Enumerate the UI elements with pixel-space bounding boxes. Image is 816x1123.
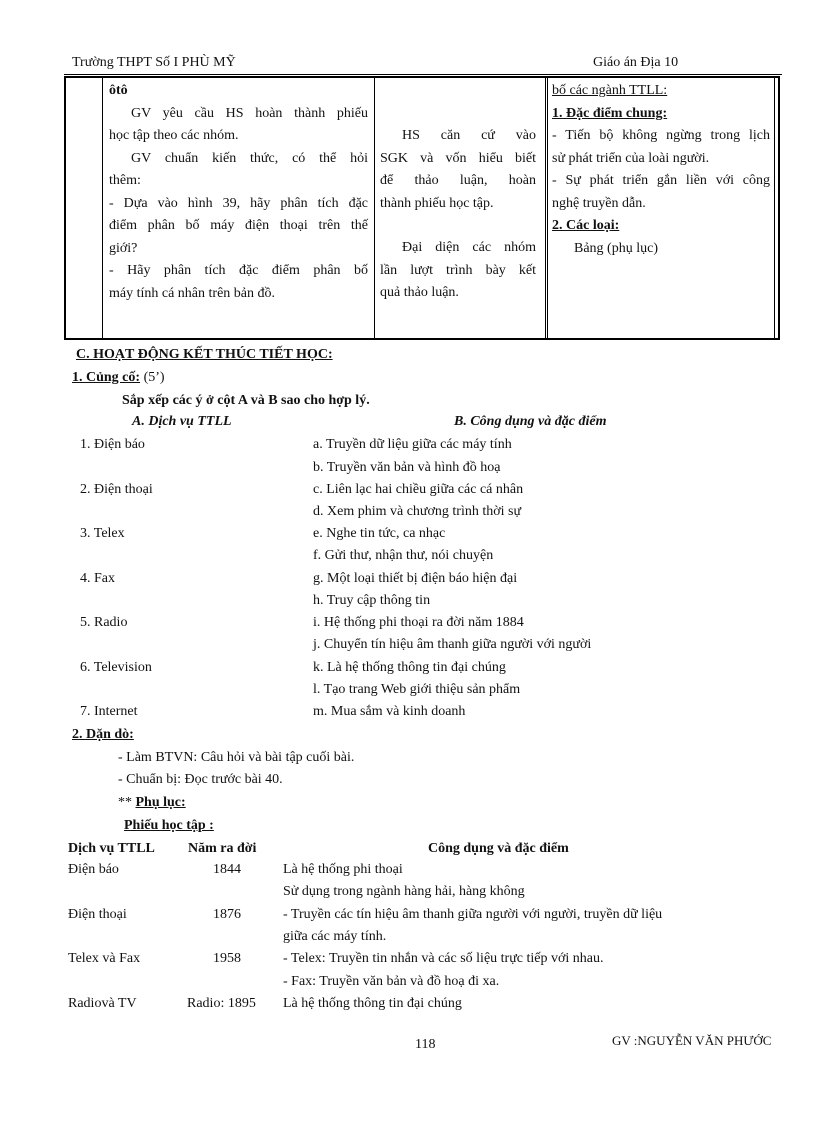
phieu-header-desc: Công dụng và đặc điểm — [428, 841, 569, 856]
header-rule — [64, 74, 782, 75]
phieu-service: Điện thoại — [68, 907, 127, 922]
phieu-service: Radiovà TV — [68, 996, 137, 1011]
student-line: để thảo luận, hoàn — [380, 173, 536, 188]
column-a-item: 5. Radio — [80, 615, 128, 630]
column-b-item: e. Nghe tin tức, ca nhạc — [313, 526, 446, 541]
teacher-line: GV chuẩn kiến thức, có thể hỏi — [131, 150, 368, 166]
exercise-instruction: Sắp xếp các ý ở cột A và B sao cho hợp lý. — [122, 393, 370, 408]
student-line: Đại diện các nhóm — [402, 240, 536, 255]
content-line: Bảng (phụ lục) — [574, 240, 658, 256]
column-b-item: b. Truyền văn bản và hình đồ hoạ — [313, 460, 501, 475]
cungco-label: 1. Củng cố: — [72, 370, 141, 385]
content-line: nghệ truyền dẫn. — [552, 195, 646, 211]
phieu-desc: - Fax: Truyền văn bản và đồ hoạ đi xa. — [283, 974, 500, 989]
dando-item: - Chuẩn bị: Đọc trước bài 40. — [118, 772, 283, 787]
phieu-year: 1844 — [213, 862, 241, 877]
column-b-item: c. Liên lạc hai chiều giữa các cá nhân — [313, 482, 524, 497]
column-b-item: h. Truy cập thông tin — [313, 593, 431, 608]
content-line: - Sự phát triển gắn liền với công — [552, 173, 770, 188]
student-line: HS căn cứ vào — [402, 128, 536, 143]
teacher-line: học tập theo các nhóm. — [109, 128, 239, 143]
student-line: quả thảo luận. — [380, 285, 459, 300]
phieu-title: Phiếu học tập : — [124, 818, 214, 833]
phieu-desc: - Truyền các tín hiệu âm thanh giữa người với người, truyền dữ liệu — [283, 907, 663, 922]
phieu-desc: giữa các máy tính. — [283, 929, 387, 944]
student-line: lần lượt trình bày kết — [380, 262, 536, 278]
header-school: Trường THPT Số I PHÙ MỸ — [72, 55, 236, 70]
table-divider — [774, 78, 775, 338]
teacher-line: - Hãy phân tích đặc điểm phân bố — [109, 263, 368, 278]
content-line: - Tiến bộ không ngừng trong lịch — [552, 128, 770, 143]
table-divider — [374, 78, 375, 338]
column-b-item: i. Hệ thống phi thoại ra đời năm 1884 — [313, 615, 524, 630]
section-c-title: C. HOẠT ĐỘNG KẾT THÚC TIẾT HỌC: — [76, 347, 333, 362]
column-b-item: g. Một loại thiết bị điện báo hiện đại — [313, 571, 518, 586]
phieu-desc: Là hệ thống phi thoại — [283, 862, 403, 877]
phieu-desc: Là hệ thống thông tin đại chúng — [283, 996, 462, 1011]
phieu-header-year: Năm ra đời — [188, 841, 257, 856]
column-b-item: j. Chuyển tín hiệu âm thanh giữa người với người — [313, 637, 592, 652]
lesson-table — [64, 76, 780, 340]
column-b-header: B. Công dụng và đặc điểm — [454, 414, 607, 429]
table-divider — [545, 78, 546, 338]
content-heading — [552, 215, 770, 238]
phieu-desc: Sử dụng trong ngành hàng hải, hàng không — [283, 884, 525, 899]
phuluc-prefix: ** — [118, 795, 136, 810]
cungco-line — [72, 370, 165, 386]
column-a-item: 6. Television — [80, 660, 152, 675]
teacher-fragment: ôtô — [109, 83, 128, 98]
phieu-service: Điện báo — [68, 862, 119, 877]
heading-text: 2. Các loại: — [552, 218, 620, 233]
content-line: sử phát triển của loài người. — [552, 150, 710, 166]
cungco-time: (5’) — [140, 370, 165, 385]
phuluc-line — [118, 795, 186, 811]
column-b-item: k. Là hệ thống thông tin đại chúng — [313, 660, 506, 675]
phuluc-label: Phụ lục: — [135, 795, 186, 810]
column-a-item: 3. Telex — [80, 526, 125, 541]
phieu-year: Radio: 1895 — [187, 996, 256, 1011]
content-heading — [552, 103, 770, 126]
phieu-year: 1958 — [213, 951, 241, 966]
page-number: 118 — [415, 1037, 436, 1052]
column-b-item: l. Tạo trang Web giới thiệu sản phẩm — [313, 682, 521, 697]
header-subject: Giáo án Địa 10 — [593, 55, 679, 70]
phieu-year: 1876 — [213, 907, 241, 922]
column-b-item: a. Truyền dữ liệu giữa các máy tính — [313, 437, 512, 452]
column-a-item: 2. Điện thoại — [80, 482, 153, 497]
teacher-line: GV yêu cầu HS hoàn thành phiếu — [131, 105, 368, 121]
teacher-activity-cell — [109, 80, 368, 305]
column-a-item: 7. Internet — [80, 704, 138, 719]
column-a-item: 1. Điện báo — [80, 437, 145, 452]
content-title: bố các ngành TTLL: — [552, 83, 668, 98]
column-b-item: f. Gửi thư, nhận thư, nói chuyện — [313, 548, 494, 563]
footer-author: GV :NGUYỄN VĂN PHƯỚC — [612, 1033, 772, 1048]
student-activity-cell — [380, 125, 536, 305]
content-cell — [552, 80, 770, 260]
table-divider — [547, 78, 548, 338]
teacher-line: thêm: — [109, 173, 141, 188]
column-b-item: d. Xem phim và chương trình thời sự — [313, 504, 522, 519]
column-a-header: A. Dịch vụ TTLL — [132, 414, 232, 429]
student-line: thành phiếu học tập. — [380, 195, 494, 211]
phieu-service: Telex và Fax — [68, 951, 141, 966]
teacher-line: - Dựa vào hình 39, hãy phân tích đặc — [109, 195, 368, 211]
dando-item: - Làm BTVN: Câu hỏi và bài tập cuối bài. — [118, 750, 355, 765]
column-a-item: 4. Fax — [80, 571, 115, 586]
student-line: SGK và vốn hiểu biết — [380, 150, 536, 166]
phieu-header-service: Dịch vụ TTLL — [68, 841, 155, 856]
phieu-desc: - Telex: Truyền tin nhắn và các số liệu trực tiếp với nhau. — [283, 951, 604, 966]
dando-label: 2. Dặn dò: — [72, 727, 134, 742]
teacher-line: điểm phân bố máy điện thoại trên thế — [109, 218, 368, 233]
teacher-line: máy tính cá nhân trên bản đồ. — [109, 285, 276, 301]
column-b-item: m. Mua sắm và kinh doanh — [313, 704, 466, 719]
table-divider — [102, 78, 103, 338]
teacher-line: giới? — [109, 240, 138, 256]
heading-text: 1. Đặc điểm chung: — [552, 105, 668, 121]
